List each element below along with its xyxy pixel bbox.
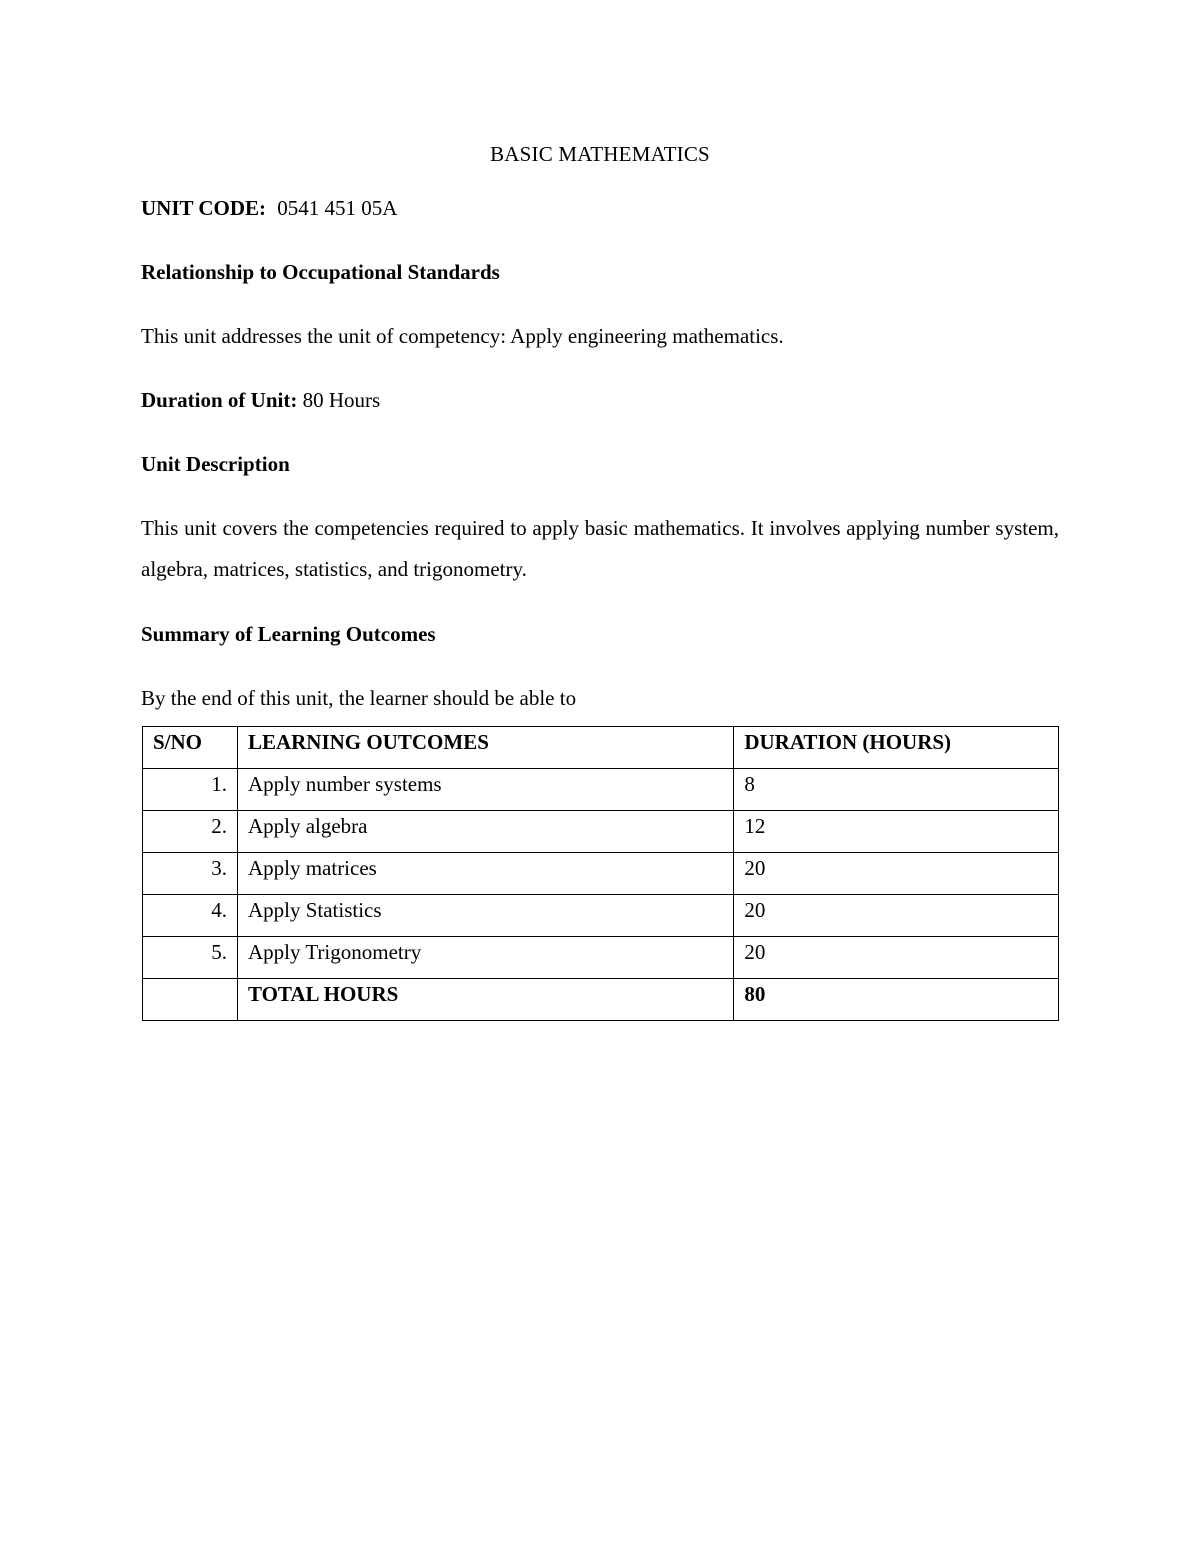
row-sno: 4. <box>143 895 238 937</box>
header-sno: S/NO <box>143 727 238 769</box>
row-duration: 20 <box>734 853 1059 895</box>
table-header-row <box>143 727 1059 769</box>
row-sno: 3. <box>143 853 238 895</box>
total-label: TOTAL HOURS <box>237 979 733 1021</box>
row-duration: 12 <box>734 811 1059 853</box>
row-duration: 20 <box>734 937 1059 979</box>
document-title: BASIC MATHEMATICS <box>490 142 710 166</box>
summary-intro: By the end of this unit, the learner should be able to <box>141 686 577 710</box>
table-row <box>143 811 1059 853</box>
row-outcome: Apply Statistics <box>237 895 733 937</box>
row-outcome: Apply Trigonometry <box>237 937 733 979</box>
total-value: 80 <box>734 979 1059 1021</box>
row-duration: 8 <box>734 769 1059 811</box>
row-outcome: Apply number systems <box>237 769 733 811</box>
unit-code-line <box>141 196 397 221</box>
row-sno: 1. <box>143 769 238 811</box>
table-row <box>143 769 1059 811</box>
unit-code-label: UNIT CODE: <box>141 196 267 220</box>
row-duration: 20 <box>734 895 1059 937</box>
total-sno <box>143 979 238 1021</box>
relationship-heading: Relationship to Occupational Standards <box>141 260 500 284</box>
description-text: This unit covers the competencies required to apply basic mathematics. It involves applying number system, algebra, matrices, statistics, and trigonometry. <box>141 516 1059 581</box>
header-duration: DURATION (HOURS) <box>734 727 1059 769</box>
header-learning-outcomes: LEARNING OUTCOMES <box>237 727 733 769</box>
table-row <box>143 937 1059 979</box>
duration-line <box>141 388 380 413</box>
table-row <box>143 895 1059 937</box>
row-sno: 5. <box>143 937 238 979</box>
table-row <box>143 853 1059 895</box>
row-outcome: Apply algebra <box>237 811 733 853</box>
description-heading: Unit Description <box>141 452 290 476</box>
learning-outcomes-table <box>142 726 1059 1021</box>
relationship-text: This unit addresses the unit of competency: Apply engineering mathematics. <box>141 324 784 348</box>
unit-code-value: 0541 451 05A <box>277 196 398 220</box>
duration-label: Duration of Unit: <box>141 388 298 412</box>
summary-heading: Summary of Learning Outcomes <box>141 622 436 646</box>
row-outcome: Apply matrices <box>237 853 733 895</box>
table-total-row <box>143 979 1059 1021</box>
row-sno: 2. <box>143 811 238 853</box>
duration-value: 80 Hours <box>302 388 381 412</box>
